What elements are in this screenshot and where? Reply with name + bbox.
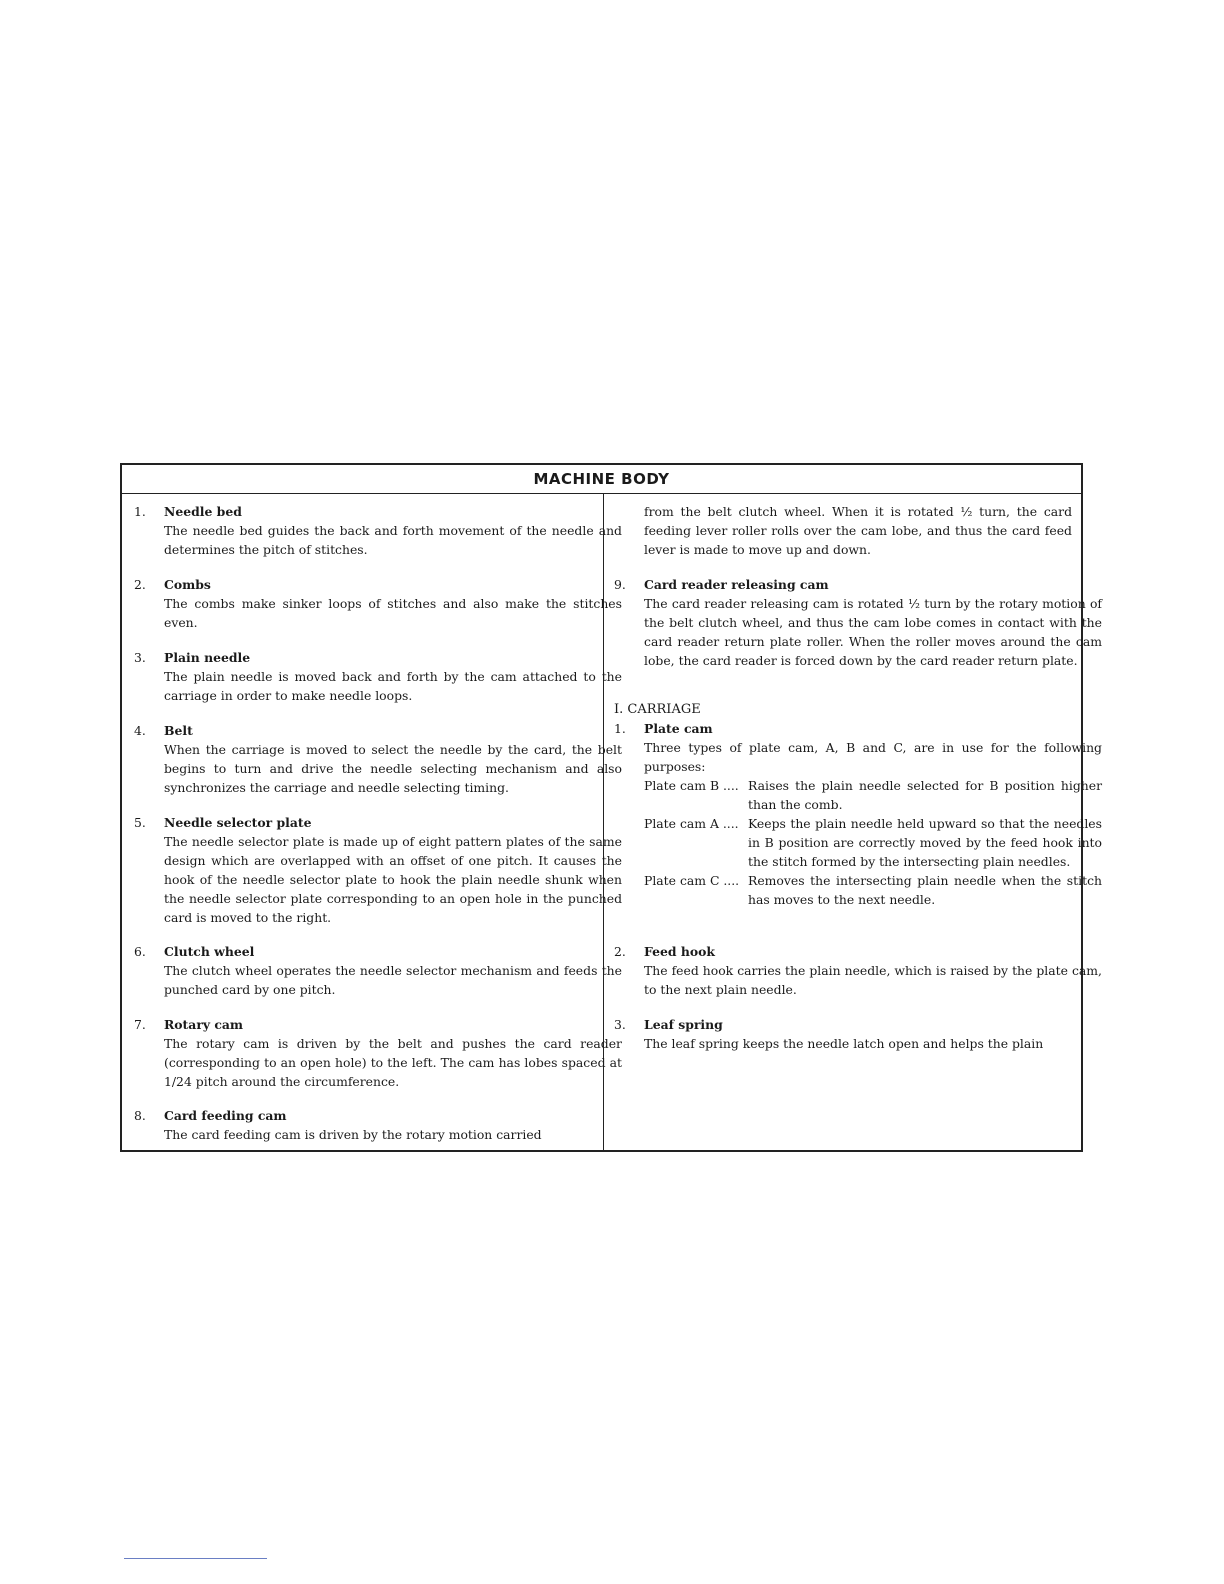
item-heading: Plate cam (644, 721, 713, 736)
table-title: MACHINE BODY (122, 465, 1081, 494)
plate-cam-text: Keeps the plain needle held upward so that the needles in B position are correctly moved by the feed hook into the stitch formed by the intersecting plain needles. (748, 816, 1102, 869)
item-number: 2. (614, 944, 626, 959)
item-text: The leaf spring keeps the needle latch open and helps the plain (644, 1036, 1044, 1051)
item-heading: Rotary cam (164, 1017, 244, 1032)
item-text: The combs make sinker loops of stitches and also make the stitches even. (164, 596, 622, 630)
item-text: The plain needle is moved back and forth by the cam attached to the carriage in order to make needle loops. (164, 669, 622, 703)
list-item (614, 719, 1102, 909)
item-number: 5. (134, 815, 146, 830)
item-number: 9. (614, 577, 626, 592)
item-heading: Feed hook (644, 944, 715, 959)
item-number: 8. (134, 1108, 146, 1123)
item-text: The rotary cam is driven by the belt and pushes the card reader (corresponding to an open hole) to the left. The cam has lobes spaced at 1/24 pitch around the circumference. (164, 1036, 622, 1089)
list-item (134, 648, 622, 705)
list-item (614, 1015, 1102, 1053)
list-item (134, 721, 622, 797)
item-heading: Leaf spring (644, 1017, 723, 1032)
item-heading: Card feeding cam (164, 1108, 287, 1123)
item-number: 4. (134, 723, 146, 738)
item-text: Three types of plate cam, A, B and C, are in use for the following purposes: (644, 740, 1102, 774)
item-text: The feed hook carries the plain needle, which is raised by the plate cam, to the next plain needle. (644, 963, 1102, 997)
item-text: The card feeding cam is driven by the rotary motion carried (164, 1127, 542, 1142)
item-heading: Needle selector plate (164, 815, 312, 830)
plate-cam-row (644, 871, 1102, 909)
item-text: When the carriage is moved to select the needle by the card, the belt begins to turn and drive the needle selecting mechanism and also synchronizes the carriage and needle selecting timing. (164, 742, 622, 795)
list-item (134, 502, 622, 559)
list-item (134, 942, 622, 999)
item-heading: Clutch wheel (164, 944, 255, 959)
plate-cam-label: Plate cam A .... (644, 816, 739, 831)
item-number: 2. (134, 577, 146, 592)
list-item (614, 942, 1102, 999)
list-item (134, 1106, 622, 1144)
list-item (134, 813, 622, 927)
plate-cam-label: Plate cam B .... (644, 778, 739, 793)
item-text: The card reader releasing cam is rotated ½ turn by the rotary motion of the belt clutch wheel, and thus the cam lobe comes in contact with the card reader return plate roller. When the roller moves around the cam lobe, the card reader is forced down by the card reader return plate. (644, 596, 1102, 668)
item-number: 7. (134, 1017, 146, 1032)
item-number: 1. (614, 721, 626, 736)
item-number: 1. (134, 504, 146, 519)
list-item (134, 575, 622, 632)
item-number: 6. (134, 944, 146, 959)
list-item (614, 575, 1102, 670)
item-heading: Needle bed (164, 504, 242, 519)
plate-cam-text: Removes the intersecting plain needle when the stitch has moves to the next needle. (748, 873, 1102, 907)
plate-cam-row (644, 814, 1102, 871)
item-number: 3. (614, 1017, 626, 1032)
plate-cam-text: Raises the plain needle selected for B position higher than the comb. (748, 778, 1102, 812)
item-text: The needle bed guides the back and forth movement of the needle and determines the pitch of stitches. (164, 523, 622, 557)
plate-cam-label: Plate cam C .... (644, 873, 740, 888)
item-heading: Combs (164, 577, 211, 592)
item-heading: Belt (164, 723, 193, 738)
machine-body-table (120, 463, 1102, 1152)
item-text: The clutch wheel operates the needle selector mechanism and feeds the punched card by one pitch. (164, 963, 622, 997)
item-text: The needle selector plate is made up of eight pattern plates of the same design which are overlapped with an offset of one pitch. It causes the hook of the needle selector plate to hook the plain needle shunk when the needle selector plate corresponding to an open hole in the punched card is moved to the right. (164, 834, 622, 925)
item-heading: Card reader releasing cam (644, 577, 829, 592)
section-heading: I. CARRIAGE (614, 702, 701, 717)
continued-text: from the belt clutch wheel. When it is rotated ½ turn, the card feeding lever roller rolls over the cam lobe, and thus the card feed lever is made to move up and down. (644, 504, 1072, 557)
footnote-rule (124, 1558, 267, 1559)
list-item (134, 1015, 622, 1091)
item-heading: Plain needle (164, 650, 251, 665)
item-number: 3. (134, 650, 146, 665)
plate-cam-row (644, 776, 1102, 814)
